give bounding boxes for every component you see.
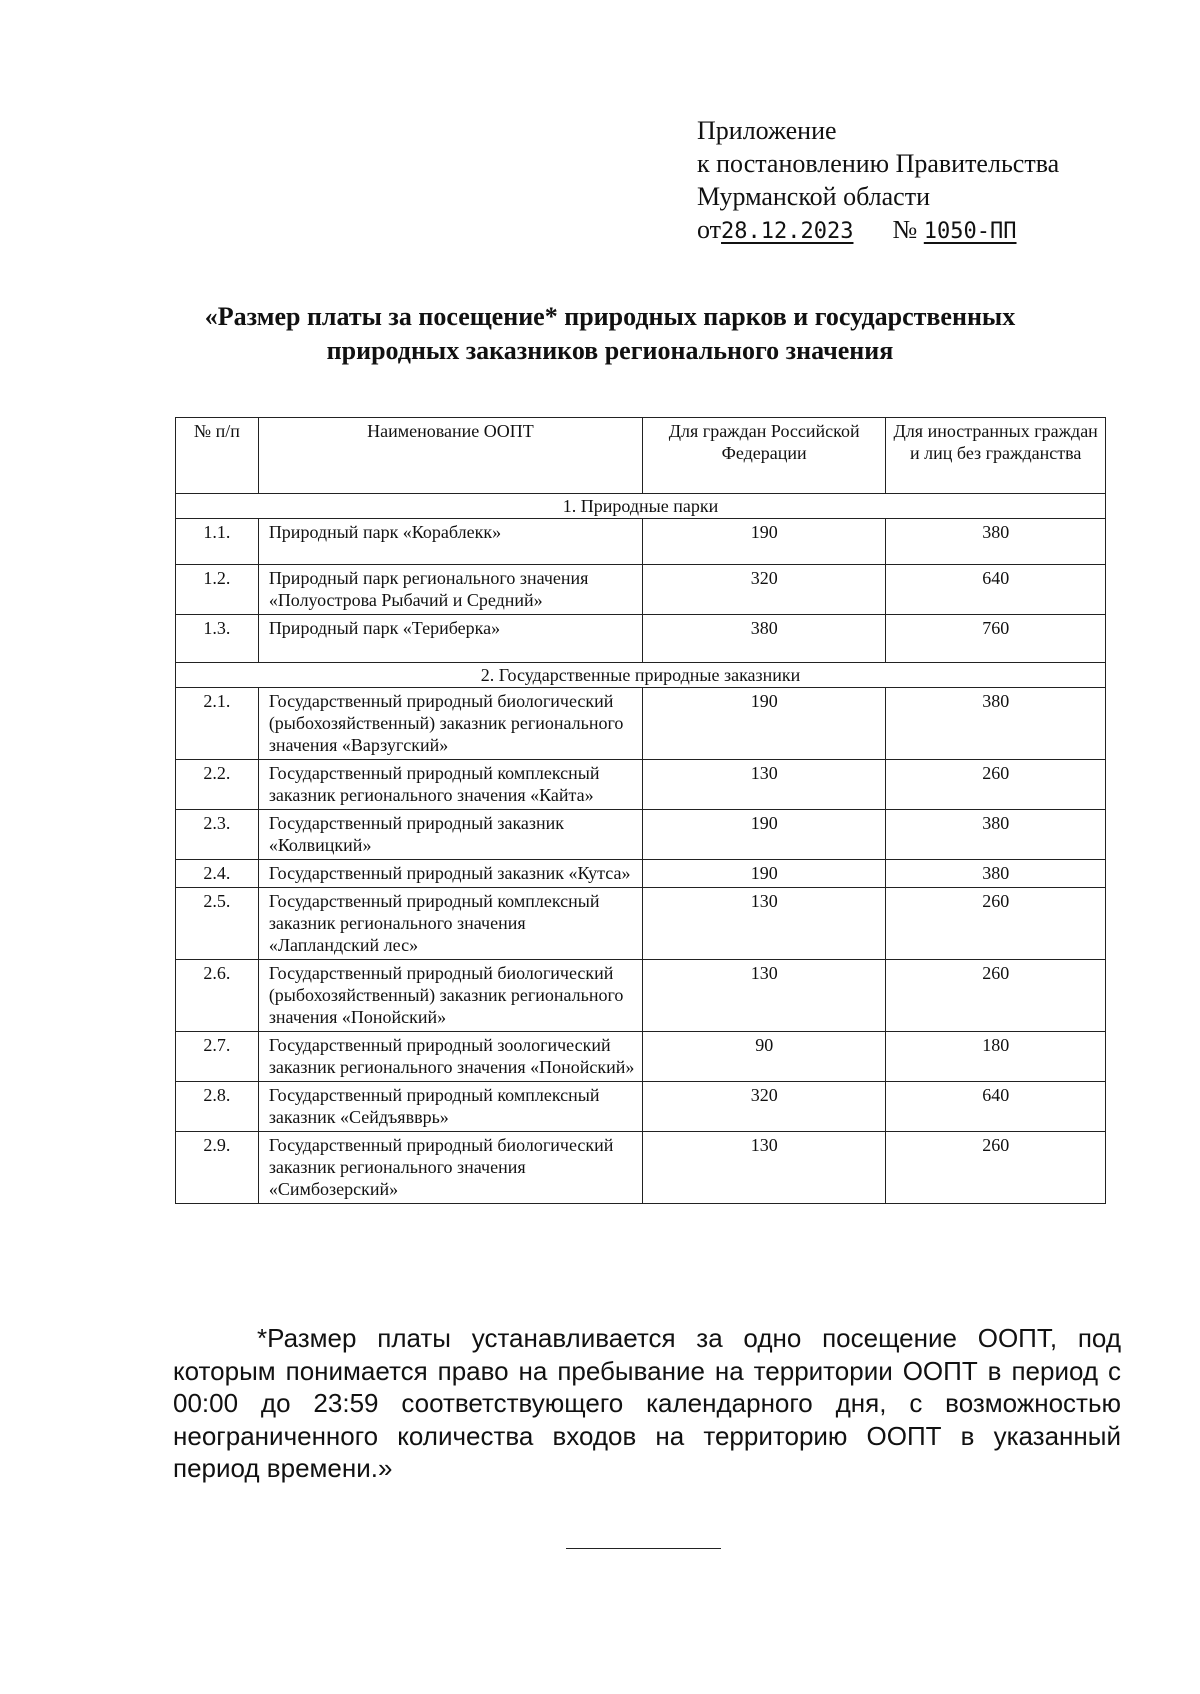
row-name: Природный парк «Кораблекк»	[258, 519, 642, 565]
end-rule	[566, 1548, 721, 1549]
row-name: Природный парк регионального значения «Полуострова Рыбачий и Средний»	[258, 565, 642, 615]
title-line-2: природных заказников регионального значения	[326, 336, 894, 365]
decree-number: 1050-ПП	[923, 219, 1017, 244]
row-num: 2.1.	[176, 688, 259, 760]
section-row-parks	[176, 494, 1106, 519]
row-fee-foreign: 260	[886, 1132, 1106, 1204]
row-fee-foreign: 180	[886, 1032, 1106, 1082]
row-num: 2.3.	[176, 810, 259, 860]
table-header-row	[176, 418, 1106, 494]
appendix-line-1: Приложение	[697, 116, 837, 145]
document-title	[140, 300, 1080, 368]
row-num: 2.2.	[176, 760, 259, 810]
row-fee-foreign: 260	[886, 760, 1106, 810]
table-row	[176, 860, 1106, 888]
row-name: Государственный природный комплексный заказник регионального значения «Лапландский лес»	[258, 888, 642, 960]
row-name: Государственный природный комплексный заказник «Сейдъявврь»	[258, 1082, 642, 1132]
table-row	[176, 760, 1106, 810]
row-fee-foreign: 260	[886, 960, 1106, 1032]
appendix-date-line	[697, 213, 1059, 248]
row-name: Государственный природный биологический заказник регионального значения «Симбозерский»	[258, 1132, 642, 1204]
appendix-line-2: к постановлению Правительства	[697, 149, 1060, 178]
row-name: Государственный природный зоологический заказник регионального значения «Понойский»	[258, 1032, 642, 1082]
row-name: Государственный природный заказник «Кутса»	[258, 860, 642, 888]
row-fee-rf: 190	[642, 860, 885, 888]
row-fee-rf: 130	[642, 888, 885, 960]
row-name: Государственный природный заказник «Колвицкий»	[258, 810, 642, 860]
header-name: Наименование ООПТ	[258, 418, 642, 494]
row-num: 2.6.	[176, 960, 259, 1032]
footnote: *Размер платы устанавливается за одно посещение ООПТ, под которым понимается право на пребывание на территории ООПТ в период с 00:00 до 23:59 соответствующего календарного дня, с возможностью неограниченного количества входов на территорию ООПТ в указанный период времени.»	[173, 1323, 1121, 1483]
row-fee-foreign: 260	[886, 888, 1106, 960]
table-row	[176, 810, 1106, 860]
row-fee-rf: 130	[642, 1132, 885, 1204]
row-fee-rf: 90	[642, 1032, 885, 1082]
row-num: 1.1.	[176, 519, 259, 565]
header-foreign: Для иностранных граждан и лиц без гражданства	[886, 418, 1106, 494]
row-num: 2.8.	[176, 1082, 259, 1132]
number-prefix: №	[892, 215, 918, 244]
row-fee-rf: 130	[642, 760, 885, 810]
row-fee-rf: 190	[642, 810, 885, 860]
fees-table	[175, 417, 1106, 1204]
row-fee-rf: 130	[642, 960, 885, 1032]
table-row	[176, 565, 1106, 615]
table-row	[176, 688, 1106, 760]
row-fee-foreign: 380	[886, 860, 1106, 888]
row-fee-rf: 380	[642, 615, 885, 663]
table-row	[176, 519, 1106, 565]
table-row	[176, 1032, 1106, 1082]
table-row	[176, 960, 1106, 1032]
table-row	[176, 615, 1106, 663]
row-name: Государственный природный комплексный заказник регионального значения «Кайта»	[258, 760, 642, 810]
section-row-reserves	[176, 663, 1106, 688]
row-num: 1.2.	[176, 565, 259, 615]
row-fee-foreign: 380	[886, 688, 1106, 760]
decree-date: 28.12.2023	[721, 219, 854, 244]
table-row	[176, 1082, 1106, 1132]
row-fee-rf: 190	[642, 519, 885, 565]
row-fee-rf: 320	[642, 1082, 885, 1132]
header-num: № п/п	[176, 418, 259, 494]
row-fee-foreign: 640	[886, 1082, 1106, 1132]
row-name: Природный парк «Териберка»	[258, 615, 642, 663]
table-row	[176, 1132, 1106, 1204]
row-fee-foreign: 760	[886, 615, 1106, 663]
title-line-1: «Размер платы за посещение* природных парков и государственных	[204, 302, 1016, 331]
appendix-line-3: Мурманской области	[697, 182, 930, 211]
row-num: 1.3.	[176, 615, 259, 663]
row-fee-foreign: 380	[886, 519, 1106, 565]
section-title: 2. Государственные природные заказники	[176, 663, 1106, 688]
row-name: Государственный природный биологический (рыбохозяйственный) заказник регионального значения «Варзугский»	[258, 688, 642, 760]
row-fee-rf: 190	[642, 688, 885, 760]
row-fee-foreign: 640	[886, 565, 1106, 615]
date-prefix: от	[697, 215, 722, 244]
row-num: 2.9.	[176, 1132, 259, 1204]
table-row	[176, 888, 1106, 960]
appendix-header	[697, 114, 1059, 248]
row-num: 2.4.	[176, 860, 259, 888]
section-title: 1. Природные парки	[176, 494, 1106, 519]
header-rf: Для граждан Российской Федерации	[642, 418, 885, 494]
row-num: 2.7.	[176, 1032, 259, 1082]
row-fee-rf: 320	[642, 565, 885, 615]
row-name: Государственный природный биологический (рыбохозяйственный) заказник регионального значения «Понойский»	[258, 960, 642, 1032]
row-num: 2.5.	[176, 888, 259, 960]
row-fee-foreign: 380	[886, 810, 1106, 860]
